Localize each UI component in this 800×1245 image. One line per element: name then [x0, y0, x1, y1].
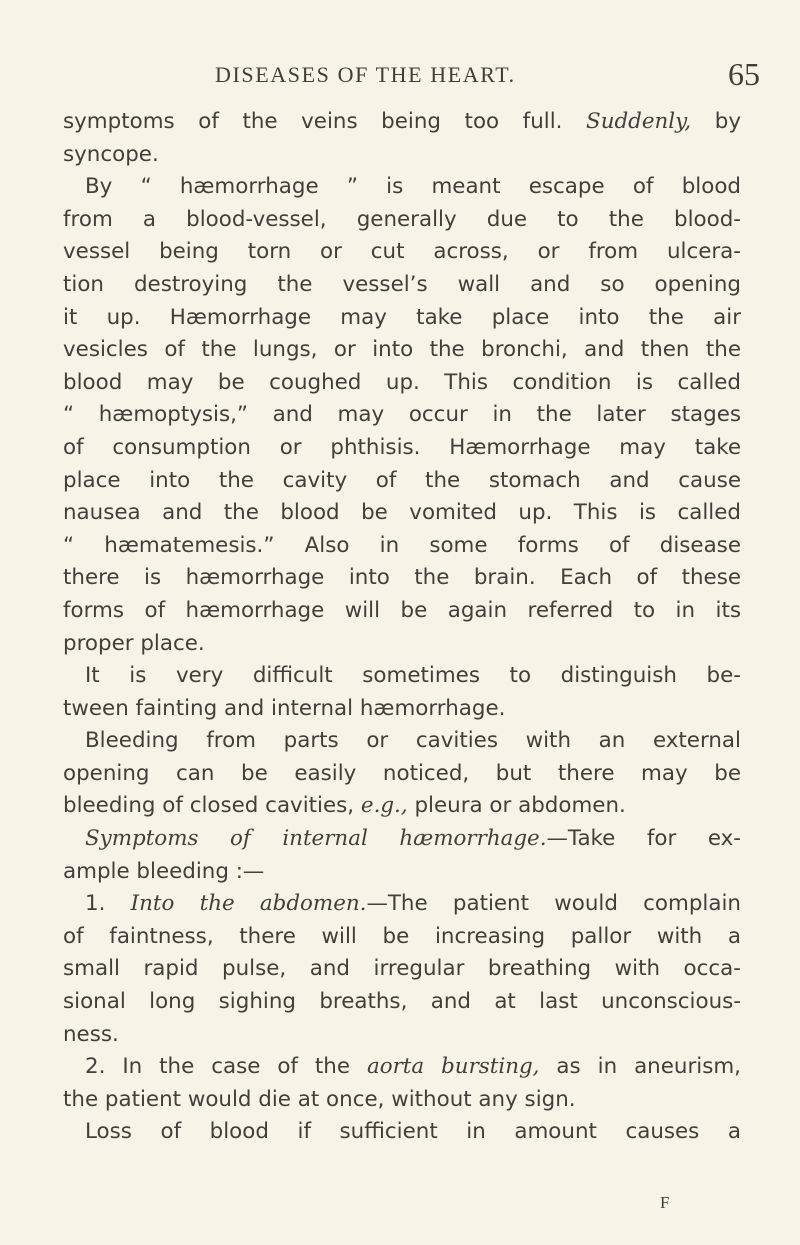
- text-line: [63, 204, 741, 237]
- text-line: [63, 986, 741, 1019]
- text-line: [63, 660, 741, 693]
- text-line: [63, 530, 741, 563]
- text-segment: Bleeding from parts or cavities with an external: [85, 728, 741, 754]
- text-segment: Loss of blood if sufficient in amount causes a: [85, 1119, 741, 1145]
- text-segment: there is hæmorrhage into the brain. Each of these: [63, 565, 741, 591]
- text-segment: blood may be coughed up. This condition is called: [63, 369, 741, 395]
- italic-text: e.g.,: [360, 793, 408, 819]
- text-line: [63, 790, 741, 823]
- text-line: [63, 725, 741, 758]
- text-segment: as in aneurism,: [539, 1054, 741, 1080]
- text-segment: tween fainting and internal hæmorrhage.: [63, 695, 506, 721]
- text-line: [63, 497, 741, 530]
- text-segment: opening can be easily noticed, but there may be: [63, 760, 741, 786]
- text-line: [63, 1051, 741, 1084]
- text-segment: forms of hæmorrhage will be again referred to in its: [63, 597, 741, 623]
- text-segment: it up. Hæmorrhage may take place into the air: [63, 304, 741, 330]
- text-segment: “ hæmoptysis,” and may occur in the later stages: [63, 402, 741, 428]
- text-line: [63, 888, 741, 921]
- text-line: [63, 171, 741, 204]
- text-line: [63, 693, 741, 726]
- text-line: [63, 432, 741, 465]
- text-line: [63, 953, 741, 986]
- text-segment: proper place.: [63, 630, 205, 656]
- text-segment: It is very difficult sometimes to distinguish be-: [85, 663, 741, 689]
- text-line: [63, 465, 741, 498]
- text-segment: by: [691, 109, 741, 134]
- text-segment: “ hæmatemesis.” Also in some forms of disease: [63, 532, 741, 558]
- text-line: [63, 269, 741, 302]
- text-line: [63, 236, 741, 269]
- text-line: [63, 367, 741, 400]
- running-title: DISEASES OF THE HEART.: [215, 62, 516, 87]
- text-line: [63, 823, 741, 856]
- text-line: [63, 562, 741, 595]
- text-line: [63, 106, 741, 139]
- text-segment: syncope.: [63, 141, 159, 167]
- text-line: [63, 334, 741, 367]
- italic-text: Symptoms of internal hæmorrhage.: [85, 826, 547, 852]
- text-segment: small rapid pulse, and irregular breathing with occa-: [63, 956, 741, 982]
- signature-mark: F: [660, 1193, 670, 1212]
- text-line: [63, 302, 741, 335]
- italic-text: aorta bursting,: [366, 1054, 540, 1080]
- text-segment: vessel being torn or cut across, or from ulcera-: [63, 239, 741, 265]
- text-segment: 1.: [85, 891, 131, 917]
- italic-text: Suddenly,: [586, 109, 692, 134]
- running-head: [215, 58, 760, 94]
- text-segment: the patient would die at once, without any sign.: [63, 1086, 576, 1112]
- text-segment: —The patient would complain: [366, 891, 741, 917]
- italic-text: Into the abdomen.: [130, 891, 367, 917]
- text-line: [63, 1116, 741, 1149]
- text-segment: place into the cavity of the stomach and cause: [63, 467, 741, 493]
- text-segment: 2. In the case of the: [85, 1054, 367, 1080]
- text-line: [63, 628, 741, 661]
- text-segment: tion destroying the vessel’s wall and so opening: [63, 271, 741, 297]
- text-segment: of consumption or phthisis. Hæmorrhage may take: [63, 434, 741, 460]
- text-line: [63, 856, 741, 889]
- text-line: [63, 758, 741, 791]
- text-line: [63, 139, 741, 172]
- text-segment: vesicles of the lungs, or into the bronchi, and then the: [63, 337, 741, 363]
- text-segment: —Take for ex-: [546, 826, 741, 852]
- text-segment: nausea and the blood be vomited up. This is called: [63, 500, 741, 526]
- text-line: [63, 921, 741, 954]
- text-segment: sional long sighing breaths, and at last unconscious-: [63, 989, 741, 1015]
- text-line: [63, 1019, 741, 1052]
- text-segment: pleura or abdomen.: [407, 793, 626, 819]
- text-segment: symptoms of the veins being too full.: [63, 109, 587, 134]
- text-segment: By “ hæmorrhage ” is meant escape of blood: [85, 174, 741, 200]
- text-segment: bleeding of closed cavities,: [63, 793, 361, 819]
- text-segment: ness.: [63, 1021, 119, 1047]
- text-line: [63, 1084, 741, 1117]
- text-line: [63, 595, 741, 628]
- text-segment: ample bleeding :—: [63, 858, 265, 884]
- page-number: 65: [728, 56, 760, 92]
- text-segment: from a blood-vessel, generally due to the blood-: [63, 206, 741, 232]
- body-text: [63, 106, 741, 1149]
- text-line: [63, 399, 741, 432]
- text-segment: of faintness, there will be increasing pallor with a: [63, 923, 741, 949]
